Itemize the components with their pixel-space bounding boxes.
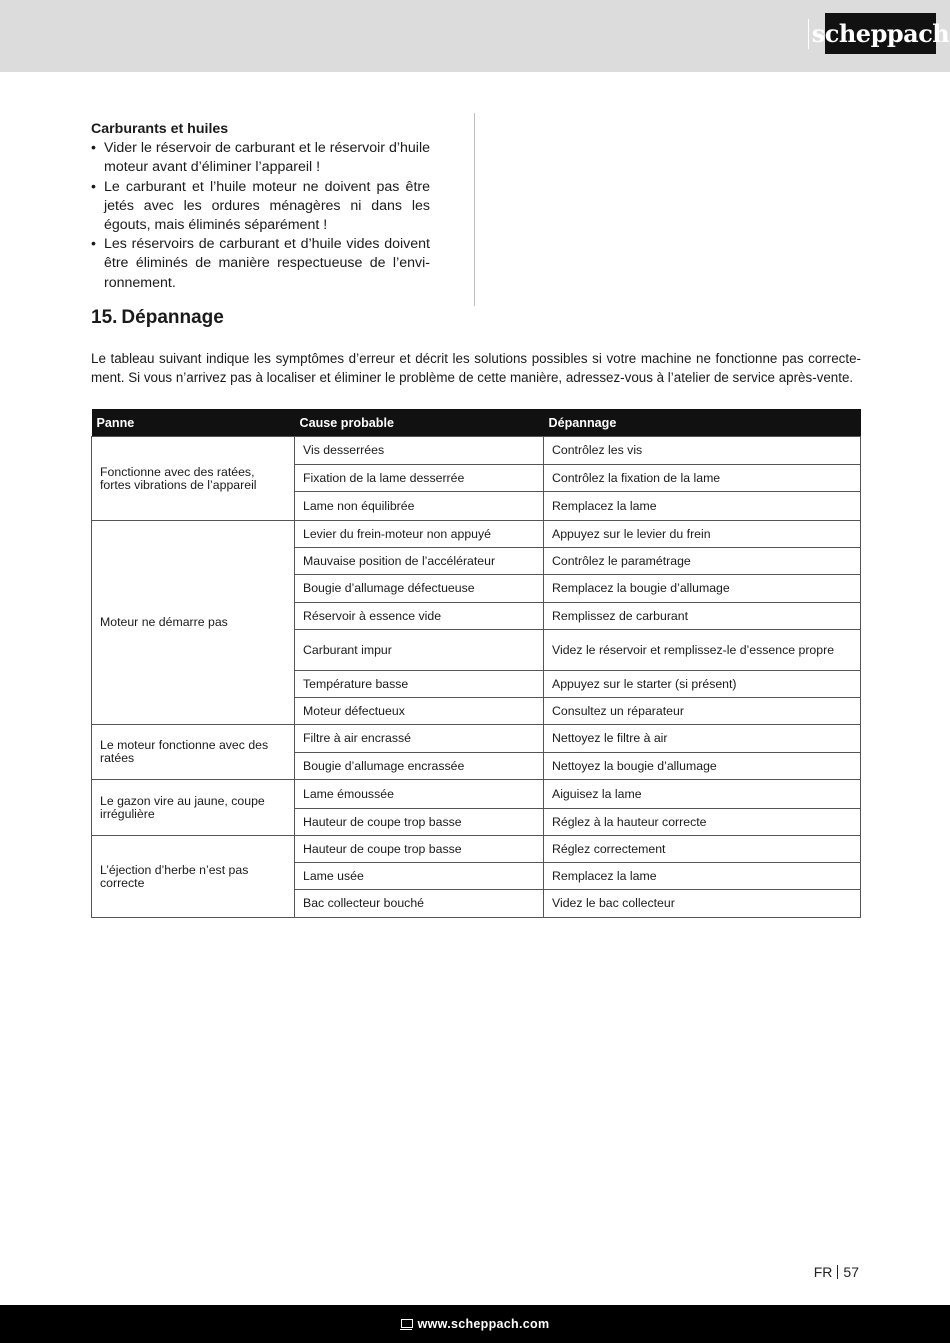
table-row bbox=[92, 836, 861, 863]
header-depannage: Dépannage bbox=[544, 409, 861, 437]
header-bar bbox=[0, 0, 950, 72]
remedy-cell: Remplacez la lame bbox=[544, 863, 861, 890]
remedy-cell: Contrôlez les vis bbox=[544, 437, 861, 465]
symptom-cell: L’éjection d’herbe n’est pas correcte bbox=[92, 836, 295, 918]
remedy-cell: Consultez un réparateur bbox=[544, 698, 861, 725]
cause-cell: Température basse bbox=[295, 671, 544, 698]
fuel-heading: Carburants et huiles bbox=[91, 121, 229, 137]
header-cause: Cause probable bbox=[295, 409, 544, 437]
cause-cell: Bougie d’allumage encrassée bbox=[295, 753, 544, 780]
cause-cell: Réservoir à essence vide bbox=[295, 603, 544, 630]
cause-cell: Lame non équilibrée bbox=[295, 492, 544, 521]
table-row bbox=[92, 437, 861, 465]
column-divider bbox=[474, 113, 475, 306]
table-body bbox=[92, 437, 861, 918]
fuel-section bbox=[91, 120, 430, 293]
cause-cell: Bougie d’allumage défectueuse bbox=[295, 575, 544, 603]
cause-cell: Filtre à air encrassé bbox=[295, 725, 544, 753]
brand-text: scheppach bbox=[808, 19, 950, 49]
cause-cell: Levier du frein-moteur non appuyé bbox=[295, 521, 544, 548]
fuel-bullet: • Vider le réservoir de carburant et le réservoir d’huile moteur avant d’éliminer l’appareil ! bbox=[91, 139, 430, 177]
section-title-text: Dépannage bbox=[121, 307, 224, 328]
remedy-cell: Aiguisez la lame bbox=[544, 780, 861, 809]
remedy-cell: Appuyez sur le starter (si présent) bbox=[544, 671, 861, 698]
remedy-cell: Contrôlez le paramétrage bbox=[544, 548, 861, 575]
remedy-cell: Remplacez la bougie d’allumage bbox=[544, 575, 861, 603]
fuel-bullet: • Les réservoirs de carburant et d’huile vides doivent être éliminés de manière respectueuse de l’envi-ronnement. bbox=[91, 235, 430, 293]
section-intro: Le tableau suivant indique les symptômes d’erreur et décrit les solutions possibles si votre machine ne fonctionne pas correcte-ment. Si vous n’arrivez pas à localiser et éliminer le problème de cette manière, adressez-vous à l’atelier de service après-vente. bbox=[91, 351, 861, 385]
remedy-cell: Remplacez la lame bbox=[544, 492, 861, 521]
remedy-cell: Nettoyez la bougie d’allumage bbox=[544, 753, 861, 780]
remedy-cell: Videz le bac collecteur bbox=[544, 890, 861, 918]
cause-cell: Lame usée bbox=[295, 863, 544, 890]
cause-cell: Bac collecteur bouché bbox=[295, 890, 544, 918]
cause-cell: Mauvaise position de l’accélérateur bbox=[295, 548, 544, 575]
scheppach-logo bbox=[811, 13, 950, 54]
section-number: 15. bbox=[91, 307, 118, 328]
computer-icon bbox=[401, 1319, 413, 1328]
cause-cell: Vis desserrées bbox=[295, 437, 544, 465]
remedy-cell: Contrôlez la fixation de la lame bbox=[544, 465, 861, 492]
cause-cell: Moteur défectueux bbox=[295, 698, 544, 725]
cause-cell: Lame émoussée bbox=[295, 780, 544, 809]
fuel-bullet-list bbox=[91, 139, 430, 293]
page-number bbox=[814, 1264, 859, 1280]
remedy-cell: Videz le réservoir et remplissez-le d’essence propre bbox=[544, 630, 861, 671]
symptom-cell: Moteur ne démarre pas bbox=[92, 521, 295, 725]
symptom-cell: Le gazon vire au jaune, coupe irrégulière bbox=[92, 780, 295, 836]
table-row bbox=[92, 521, 861, 548]
cause-cell: Hauteur de coupe trop basse bbox=[295, 809, 544, 836]
table-row bbox=[92, 780, 861, 809]
remedy-cell: Nettoyez le filtre à air bbox=[544, 725, 861, 753]
fuel-bullet: • Le carburant et l’huile moteur ne doivent pas être jetés avec les ordures ménagères ni dans les égouts, mais éliminés séparément ! bbox=[91, 178, 430, 236]
cause-cell: Hauteur de coupe trop basse bbox=[295, 836, 544, 863]
symptom-cell: Le moteur fonctionne avec des ratées bbox=[92, 725, 295, 780]
remedy-cell: Réglez correctement bbox=[544, 836, 861, 863]
separator bbox=[837, 1265, 838, 1279]
language-code: FR bbox=[813, 1264, 833, 1280]
cause-cell: Carburant impur bbox=[295, 630, 544, 671]
footer-url: www.scheppach.com bbox=[417, 1317, 550, 1331]
page-num: 57 bbox=[843, 1264, 859, 1280]
section-title bbox=[91, 307, 224, 329]
remedy-cell: Réglez à la hauteur correcte bbox=[544, 809, 861, 836]
remedy-cell: Appuyez sur le levier du frein bbox=[544, 521, 861, 548]
footer-bar bbox=[0, 1305, 950, 1343]
remedy-cell: Remplissez de carburant bbox=[544, 603, 861, 630]
cause-cell: Fixation de la lame desserrée bbox=[295, 465, 544, 492]
troubleshooting-table bbox=[91, 409, 861, 918]
table-header-row bbox=[92, 409, 861, 437]
header-panne: Panne bbox=[92, 409, 295, 437]
symptom-cell: Fonctionne avec des ratées, fortes vibrations de l’appareil bbox=[92, 437, 295, 521]
table-row bbox=[92, 725, 861, 753]
